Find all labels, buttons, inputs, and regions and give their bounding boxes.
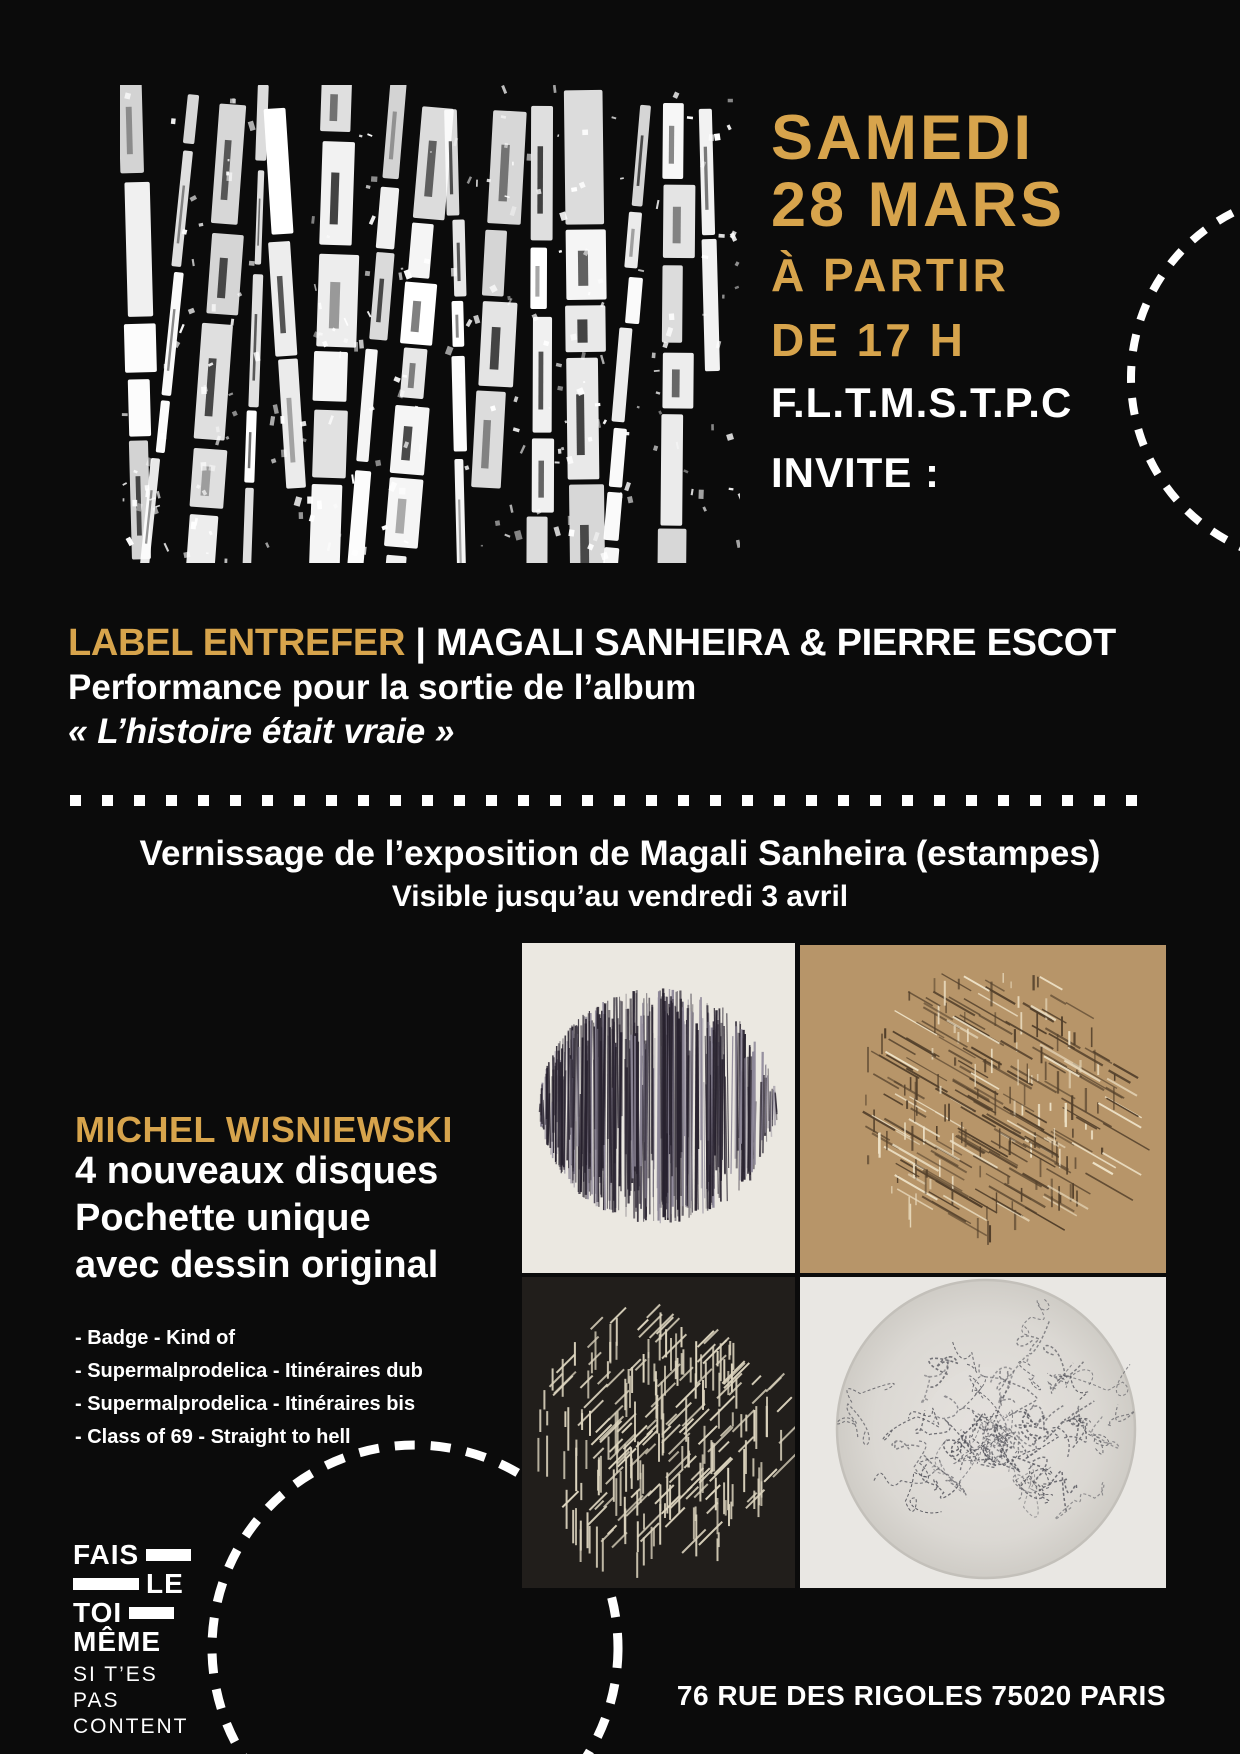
fais-le-toi-meme-logo <box>73 1540 203 1740</box>
bamboo-photo <box>120 85 740 563</box>
heading-separator: | <box>415 622 426 664</box>
dashed-circle-top-right <box>1131 193 1240 563</box>
vernissage-dates: Visible jusqu’au vendredi 3 avril <box>391 880 849 913</box>
artwork-print-vertical-lines <box>522 943 795 1273</box>
dashed-separator <box>70 795 1156 806</box>
logo-bar <box>146 1549 191 1561</box>
discs-line3: avec dessin original <box>75 1244 439 1286</box>
disc-list <box>75 1322 423 1454</box>
event-invite: INVITE : <box>771 449 941 496</box>
logo-tagline <box>73 1662 203 1740</box>
discs-artist-name: MICHEL WISNIEWSKI <box>75 1109 453 1150</box>
tagline-line2: CONTENT <box>73 1715 189 1738</box>
album-title: « L’histoire était vraie » <box>68 712 455 751</box>
performance-artists: MAGALI SANHEIRA & PIERRE ESCOT <box>436 622 1116 664</box>
logo-bar <box>129 1607 174 1619</box>
logo-word-fais: FAIS <box>73 1538 140 1570</box>
discs-line1: 4 nouveaux disques <box>75 1150 439 1192</box>
performance-heading <box>68 624 1116 662</box>
venue-address: 76 RUE DES RIGOLES 75020 PARIS <box>676 1680 1166 1711</box>
event-host: F.L.T.M.S.T.P.C <box>771 379 1073 426</box>
artwork-print-black-lattice <box>522 1277 795 1588</box>
performance-line: Performance pour la sortie de l’album <box>68 668 697 707</box>
discs-line2: Pochette unique <box>75 1197 371 1239</box>
list-item: - Class of 69 - Straight to hell <box>75 1426 351 1448</box>
logo-word-meme: MÊME <box>73 1625 161 1657</box>
tagline-line1: SI T’ES PAS <box>73 1663 158 1712</box>
artwork-print-kraft-diagonals <box>800 945 1166 1273</box>
logo-word-le: LE <box>146 1567 184 1599</box>
logo-word-toi: TOI <box>73 1596 123 1628</box>
vernissage-line: Vernissage de l’exposition de Magali Sanheira (estampes) <box>139 834 1101 873</box>
event-time-line1: À PARTIR <box>771 249 1009 301</box>
list-item: - Supermalprodelica - Itinéraires dub <box>75 1360 423 1382</box>
artwork-vinyl-disc <box>800 1277 1166 1588</box>
list-item: - Supermalprodelica - Itinéraires bis <box>75 1393 416 1415</box>
label-name: LABEL ENTREFER <box>68 622 406 664</box>
event-date: 28 MARS <box>771 170 1066 240</box>
logo-bar <box>73 1578 139 1590</box>
event-time-line2: DE 17 H <box>771 314 966 366</box>
event-day: SAMEDI <box>771 103 1035 173</box>
list-item: - Badge - Kind of <box>75 1327 235 1349</box>
